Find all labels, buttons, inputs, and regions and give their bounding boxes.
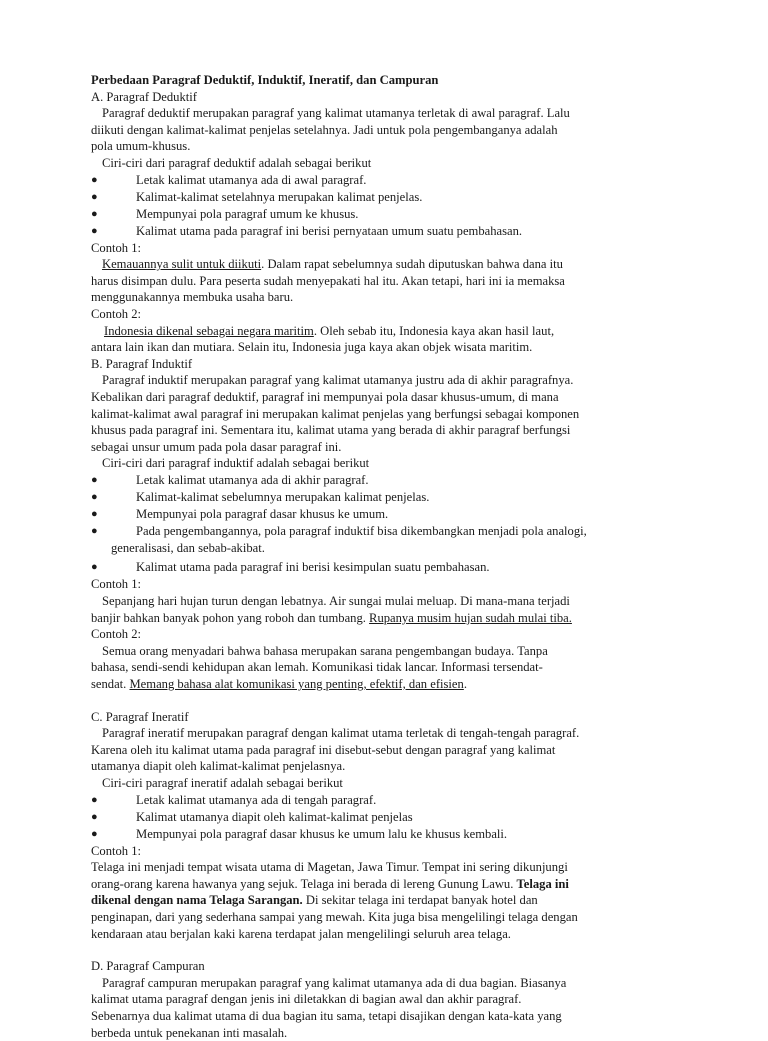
contoh-label: Contoh 2: <box>91 306 142 321</box>
bullet-icon: ● <box>91 827 98 840</box>
paragraph-line: kendaraan atau berjalan kaki karena terdapat jalan mengelilingi seluruh area telaga. <box>91 926 511 941</box>
document-title: Perbedaan Paragraf Deduktif, Induktif, Ineratif, dan Campuran <box>91 73 439 87</box>
kalimat-utama: Kemauannya sulit untuk diikuti <box>102 257 262 272</box>
paragraph-line: pola umum-khusus. <box>91 139 191 154</box>
kalimat-utama: dikenal dengan nama Telaga Sarangan. <box>91 893 303 908</box>
paragraph-line: Paragraf ineratif merupakan paragraf dengan kalimat utama terletak di tengah-tengah paragraf. <box>102 726 580 741</box>
paragraph-line: Kemauannya sulit untuk diikuti. Dalam rapat sebelumnya sudah diputuskan bahwa dana itu <box>102 257 563 272</box>
list-item: ● Mempunyai pola paragraf umum ke khusus. <box>91 206 359 221</box>
paragraph-line: kalimat utama paragraf dengan jenis ini diletakkan di bagian awal dan akhir paragraf. <box>91 992 522 1007</box>
list-item: ● Mempunyai pola paragraf dasar khusus ke umum lalu ke khusus kembali. <box>91 826 508 841</box>
paragraph-line: harus disimpan dulu. Para peserta sudah menyepakati hal itu. Akan tetapi, hari ini ia memaksa <box>91 273 565 288</box>
contoh-label: Contoh 1: <box>91 577 142 592</box>
bullet-icon: ● <box>91 173 98 186</box>
list-item: ● Letak kalimat utamanya ada di akhir paragraf. <box>91 472 369 487</box>
paragraph-line: utamanya diapit oleh kalimat-kalimat penjelasnya. <box>91 759 346 774</box>
paragraph-line: sendat. Memang bahasa alat komunikasi yang penting, efektif, dan efisien. <box>91 677 467 692</box>
kalimat-utama: Rupanya musim hujan sudah mulai tiba. <box>369 610 572 625</box>
paragraph-line: orang-orang karena hawanya yang sejuk. Telaga ini berada di lereng Gunung Lawu. Telaga ini <box>91 876 569 891</box>
paragraph-line: sebagai unsur umum pada pola dasar paragraf ini. <box>91 439 342 454</box>
list-item: ● Kalimat-kalimat sebelumnya merupakan kalimat penjelas. <box>91 489 430 504</box>
contoh-label: Contoh 1: <box>91 843 142 858</box>
bullet-icon: ● <box>91 224 98 237</box>
paragraph-line: diikuti dengan kalimat-kalimat penjelas setelahnya. Jadi untuk pola pengembanganya adalah <box>91 122 558 137</box>
paragraph-line: Paragraf induktif merupakan paragraf yang kalimat utamanya justru ada di akhir paragrafnya. <box>102 373 574 388</box>
list-item: ● Pada pengembangannya, pola paragraf induktif bisa dikembangkan menjadi pola analogi, <box>91 523 587 538</box>
ciri-intro: Ciri-ciri dari paragraf deduktif adalah sebagai berikut <box>102 155 372 170</box>
bullet-icon: ● <box>91 507 98 520</box>
bullet-icon: ● <box>91 207 98 220</box>
paragraph-line: kalimat-kalimat awal paragraf ini merupakan kalimat penjelas yang berfungsi sebagai komponen <box>91 406 580 421</box>
paragraph-line: khusus pada paragraf ini. Sementara itu, kalimat utama yang berada di akhir paragraf berfungsi <box>91 423 571 438</box>
list-item: ● Letak kalimat utamanya ada di tengah paragraf. <box>91 792 377 807</box>
list-item-continuation: generalisasi, dan sebab-akibat. <box>111 540 265 555</box>
paragraph-line: Sebenarnya dua kalimat utama di dua bagian itu sama, tetapi disajikan dengan kata-kata yang <box>91 1008 562 1023</box>
bullet-icon: ● <box>91 490 98 503</box>
paragraph-line: Telaga ini menjadi tempat wisata utama di Magetan, Jawa Timur. Tempat ini sering dikunjungi <box>91 860 568 875</box>
list-item: ● Kalimat utamanya diapit oleh kalimat-kalimat penjelas <box>91 809 413 824</box>
paragraph-line: Indonesia dikenal sebagai negara maritim. Oleh sebab itu, Indonesia kaya akan hasil laut, <box>104 323 555 338</box>
list-item: ● Kalimat utama pada paragraf ini berisi pernyataan umum suatu pembahasan. <box>91 223 523 238</box>
paragraph-line: Paragraf deduktif merupakan paragraf yang kalimat utamanya terletak di awal paragraf. Lalu <box>102 106 570 121</box>
bullet-icon: ● <box>91 810 98 823</box>
paragraph-line: Kebalikan dari paragraf deduktif, paragraf ini mempunyai pola dasar khusus-umum, di mana <box>91 389 559 404</box>
paragraph-line: Sepanjang hari hujan turun dengan lebatnya. Air sungai mulai meluap. Di mana-mana terjadi <box>102 594 570 609</box>
bullet-icon: ● <box>91 524 98 537</box>
section-heading-induktif: B. Paragraf Induktif <box>91 356 193 371</box>
kalimat-utama: Memang bahasa alat komunikasi yang penting, efektif, dan efisien <box>129 677 464 692</box>
paragraph-line: Semua orang menyadari bahwa bahasa merupakan sarana pengembangan budaya. Tanpa <box>102 643 548 658</box>
paragraph-line: Paragraf campuran merupakan paragraf yang kalimat utamanya ada di dua bagian. Biasanya <box>102 975 567 990</box>
ciri-intro: Ciri-ciri paragraf ineratif adalah sebagai berikut <box>102 776 343 790</box>
list-item: ● Letak kalimat utamanya ada di awal paragraf. <box>91 172 367 187</box>
document-page <box>91 72 691 1041</box>
list-item: ● Kalimat utama pada paragraf ini berisi kesimpulan suatu pembahasan. <box>91 560 490 575</box>
contoh-label: Contoh 2: <box>91 627 142 642</box>
list-item: ● Kalimat-kalimat setelahnya merupakan kalimat penjelas. <box>91 189 423 204</box>
kalimat-utama: Indonesia dikenal sebagai negara maritim <box>104 323 314 338</box>
paragraph-line: berbeda untuk penekanan inti masalah. <box>91 1025 288 1040</box>
paragraph-line: antara lain ikan dan mutiara. Selain itu, Indonesia juga kaya akan objek wisata maritim. <box>91 340 533 355</box>
section-heading-ineratif: C. Paragraf Ineratif <box>91 709 189 724</box>
paragraph-line: penginapan, dari yang sederhana sampai yang mewah. Kita juga bisa mengelilingi telaga dengan <box>91 909 578 924</box>
section-heading-deduktif: A. Paragraf Deduktif <box>91 89 197 104</box>
kalimat-utama: Telaga ini <box>516 876 569 891</box>
contoh-label: Contoh 1: <box>91 240 142 255</box>
list-item: ● Mempunyai pola paragraf dasar khusus ke umum. <box>91 506 389 521</box>
ciri-intro: Ciri-ciri dari paragraf induktif adalah sebagai berikut <box>102 456 370 471</box>
paragraph-line: menggunakannya membuka usaha baru. <box>91 290 294 305</box>
paragraph-line: banjir bahkan banyak pohon yang roboh dan tumbang. Rupanya musim hujan sudah mulai tiba. <box>91 610 572 625</box>
section-heading-campuran: D. Paragraf Campuran <box>91 959 205 974</box>
paragraph-line: bahasa, sendi-sendi kehidupan akan lemah. Komunikasi tidak lancar. Informasi tersendat- <box>91 660 543 675</box>
bullet-icon: ● <box>91 190 98 203</box>
paragraph-line: dikenal dengan nama Telaga Sarangan. Di sekitar telaga ini terdapat banyak hotel dan <box>91 893 538 908</box>
paragraph-line: Karena oleh itu kalimat utama pada paragraf ini disebut-sebut dengan paragraf yang kalimat <box>91 742 556 757</box>
bullet-icon: ● <box>91 793 98 806</box>
bullet-icon: ● <box>91 473 98 486</box>
bullet-icon: ● <box>91 561 98 574</box>
